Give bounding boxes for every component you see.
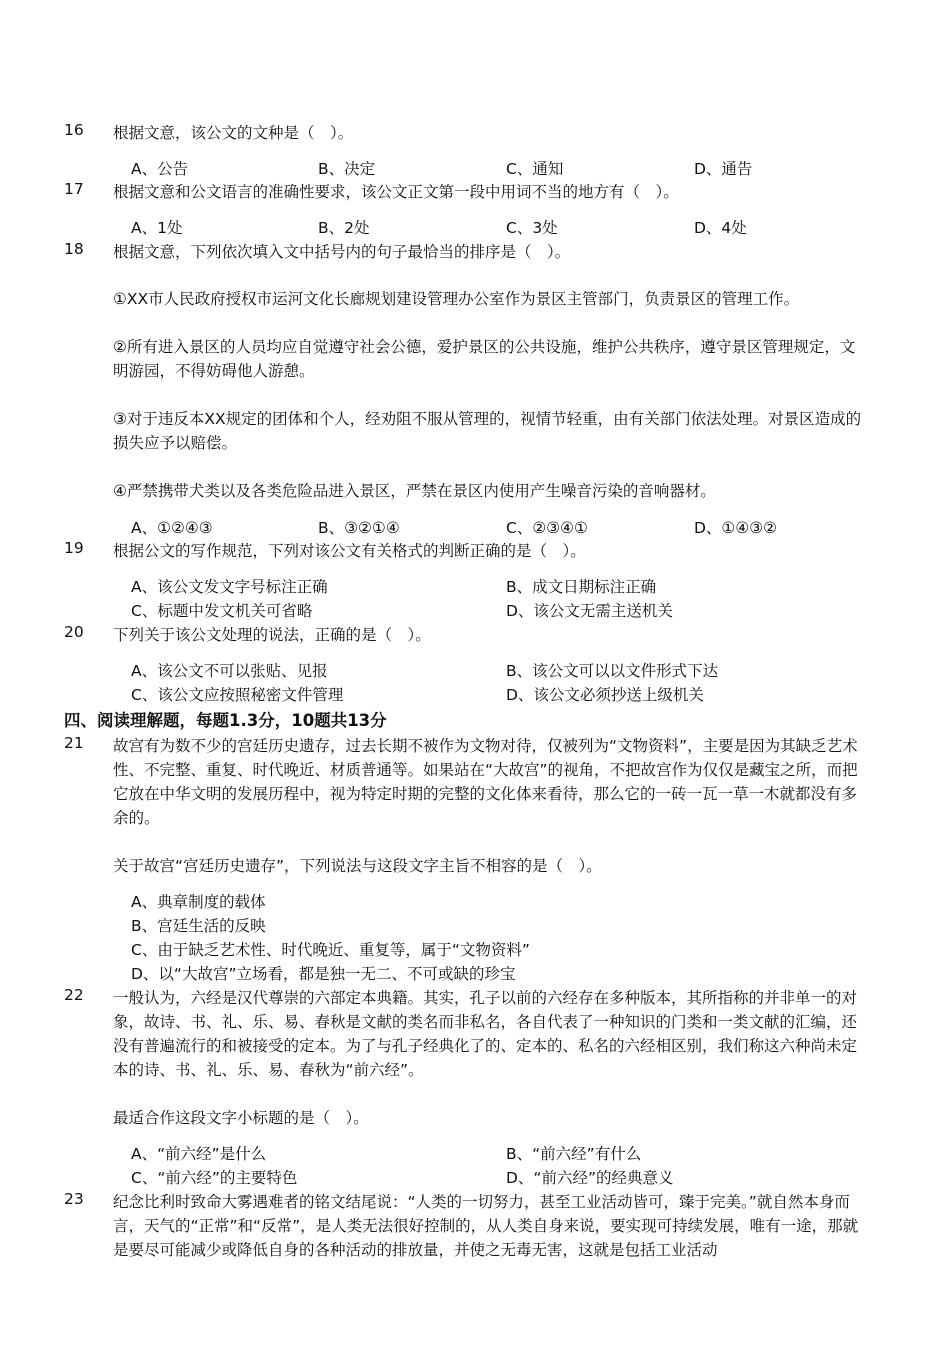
sentence-4: ④严禁携带犬类以及各类危险品进入景区，严禁在景区内使用产生噪音污染的音响器材。 — [113, 482, 716, 500]
passage-23: 纪念比利时致命大雾遇难者的铭文结尾说：“人类的一切努力，甚至工业活动皆可，臻于完美。”就自然本身而言，天气的“正常”和“反常”，是人类无法很好控制的，从人类自身来说，要实现可持续发展，唯有一途，那就是要尽可能减少或降低自身的各种活动的排放量，并使之无毒无害，这就是包括工业活动 — [113, 1193, 859, 1259]
question-number-18: 18 — [64, 240, 84, 258]
question-stem-21: 关于故宫“宫廷历史遗存”，下列说法与这段文字主旨不相容的是（ ）。 — [113, 857, 602, 875]
option-16-d[interactable]: D、通告 — [694, 160, 753, 178]
sentence-1: ①XX市人民政府授权市运河文化长廊规划建设管理办公室作为景区主管部门，负责景区的管理工作。 — [113, 290, 800, 308]
passage-22: 一般认为，六经是汉代尊崇的六部定本典籍。其实，孔子以前的六经存在多种版本，其所指称的并非单一的对象，故诗、书、礼、乐、易、春秋是文献的类名而非私名，各自代表了一种知识的门类和一类文献的汇编，还没有普遍流行的和被接受的定本。为了与孔子经典化了的、定本的、私名的六经相区别，我们称这六种尚未定本的诗、书、礼、乐、易、春秋为“前六经”。 — [113, 989, 858, 1079]
sentence-2: ②所有进入景区的人员均应自觉遵守社会公德，爱护景区的公共设施，维护公共秩序，遵守景区管理规定，文明游园，不得妨碍他人游憩。 — [113, 338, 856, 380]
question-stem-18: 根据文意，下列依次填入文中括号内的句子最恰当的排序是（ ）。 — [113, 243, 571, 261]
option-21-b[interactable]: B、宫廷生活的反映 — [131, 917, 266, 935]
question-number-21: 21 — [64, 734, 84, 752]
option-21-a[interactable]: A、典章制度的载体 — [131, 893, 266, 911]
passage-21: 故宫有为数不少的宫廷历史遗存，过去长期不被作为文物对待，仅被列为“文物资料”，主要是因为其缺乏艺术性、不完整、重复、时代晚近、材质普通等。如果站在“大故宫”的视角，不把故宫作为仅仅是藏宝之所，而把它放在中华文明的发展历程中，视为特定时期的完整的文化体来看待，那么它的一砖一瓦一草一木就都没有多余的。 — [113, 737, 858, 827]
option-16-b[interactable]: B、决定 — [318, 160, 376, 178]
option-20-b[interactable]: B、该公文可以以文件形式下达 — [506, 662, 719, 680]
section-heading: 四、阅读理解题，每题1.3分，10题共13分 — [64, 711, 387, 730]
option-17-b[interactable]: B、2处 — [318, 219, 370, 237]
option-22-d[interactable]: D、“前六经”的经典意义 — [506, 1169, 674, 1187]
option-22-c[interactable]: C、“前六经”的主要特色 — [131, 1169, 298, 1187]
option-20-a[interactable]: A、该公文不可以张贴、见报 — [131, 662, 328, 680]
question-number-17: 17 — [64, 180, 84, 198]
question-number-22: 22 — [64, 986, 84, 1004]
option-22-b[interactable]: B、“前六经”有什么 — [506, 1145, 642, 1163]
option-18-c[interactable]: C、②③④① — [506, 519, 588, 537]
option-20-d[interactable]: D、该公文必须抄送上级机关 — [506, 686, 704, 704]
option-17-a[interactable]: A、1处 — [131, 219, 183, 237]
question-number-16: 16 — [64, 121, 84, 139]
question-number-20: 20 — [64, 623, 84, 641]
option-18-d[interactable]: D、①④③② — [694, 519, 778, 537]
question-stem-17: 根据文意和公文语言的准确性要求，该公文正文第一段中用词不当的地方有（ ）。 — [113, 183, 679, 201]
question-stem-20: 下列关于该公文处理的说法，正确的是（ ）。 — [113, 626, 431, 644]
option-19-c[interactable]: C、标题中发文机关可省略 — [131, 602, 313, 620]
question-stem-22: 最适合作这段文字小标题的是（ ）。 — [113, 1109, 369, 1127]
option-21-d[interactable]: D、以“大故宫”立场看，都是独一无二、不可或缺的珍宝 — [131, 965, 516, 983]
option-21-c[interactable]: C、由于缺乏艺术性、时代晚近、重复等，属于“文物资料” — [131, 941, 530, 959]
option-16-c[interactable]: C、通知 — [506, 160, 564, 178]
option-17-c[interactable]: C、3处 — [506, 219, 558, 237]
option-22-a[interactable]: A、“前六经”是什么 — [131, 1145, 267, 1163]
option-19-a[interactable]: A、该公文发文字号标注正确 — [131, 578, 328, 596]
option-19-b[interactable]: B、成文日期标注正确 — [506, 578, 657, 596]
option-19-d[interactable]: D、该公文无需主送机关 — [506, 602, 673, 620]
sentence-3: ③对于违反本XX规定的团体和个人，经劝阻不服从管理的，视情节轻重，由有关部门依法处理。对景区造成的损失应予以赔偿。 — [113, 410, 862, 452]
question-number-23: 23 — [64, 1190, 84, 1208]
question-stem-16: 根据文意，该公文的文种是（ ）。 — [113, 124, 354, 142]
question-number-19: 19 — [64, 539, 84, 557]
option-17-d[interactable]: D、4处 — [694, 219, 747, 237]
question-stem-19: 根据公文的写作规范，下列对该公文有关格式的判断正确的是（ ）。 — [113, 542, 586, 560]
option-16-a[interactable]: A、公告 — [131, 160, 189, 178]
option-20-c[interactable]: C、该公文应按照秘密文件管理 — [131, 686, 344, 704]
option-18-b[interactable]: B、③②①④ — [318, 519, 400, 537]
option-18-a[interactable]: A、①②④③ — [131, 519, 213, 537]
